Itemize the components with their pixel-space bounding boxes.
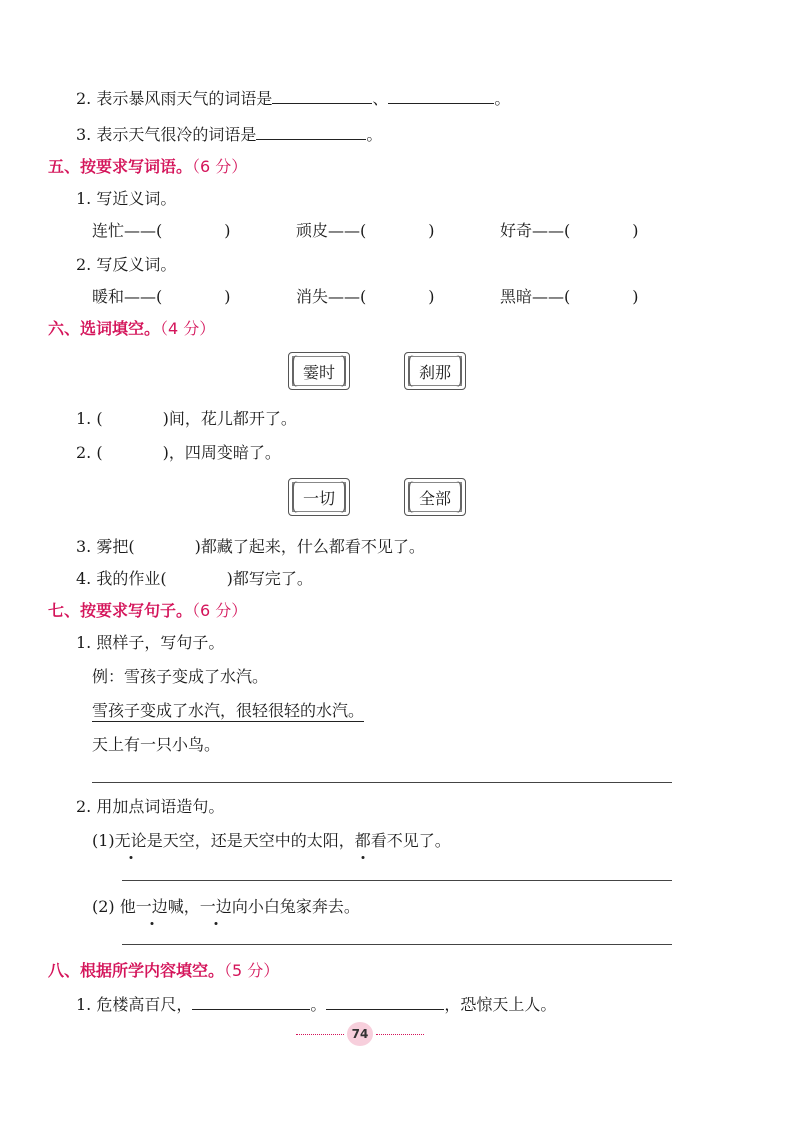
s7-sub1: 1. 照样子，写句子。 [76, 633, 225, 652]
s6-q4: 4. 我的作业( )都写完了。 [76, 569, 313, 588]
s7-example: 例：雪孩子变成了水汽。 [92, 667, 269, 686]
answer-blank[interactable] [272, 89, 372, 104]
s7-sentence-1: (1)无论是天空，还是天空中的太阳，都看不见了。 [92, 831, 451, 850]
s7-sub2: 2. 用加点词语造句。 [76, 797, 225, 816]
section-8-heading: 八、根据所学内容填空。（5 分） [48, 961, 280, 980]
q4-item2: 2. 表示暴风雨天气的词语是 、 。 [76, 89, 511, 108]
dotted-word: 一边 [135, 897, 168, 916]
section-6-heading: 六、选词填空。（4 分） [48, 319, 216, 338]
answer-blank[interactable] [388, 89, 494, 104]
dotted-word: 一边 [199, 897, 232, 916]
answer-blank[interactable] [256, 125, 366, 140]
answer-line[interactable] [122, 880, 672, 881]
dotted-word: 都 [354, 831, 371, 850]
section-7-heading: 七、按要求写句子。（6 分） [48, 601, 248, 620]
page-footer [296, 1022, 426, 1048]
answer-blank[interactable] [326, 995, 444, 1010]
page-number: 74 [347, 1022, 373, 1046]
dotted-word: 无论 [114, 831, 147, 850]
s7-example-answer: 雪孩子变成了水汽，很轻很轻的水汽。 [92, 701, 365, 720]
word-box-2: 刹那 [404, 352, 466, 390]
word-box-1: 霎时 [288, 352, 350, 390]
answer-line[interactable] [122, 944, 672, 945]
s6-q2: 2. ( )，四周变暗了。 [76, 443, 281, 462]
s8-q1: 1. 危楼高百尺， 。 ，恐惊天上人。 [76, 995, 557, 1014]
s6-q1: 1. ( )间，花儿都开了。 [76, 409, 297, 428]
answer-blank[interactable] [192, 995, 310, 1010]
q4-item3: 3. 表示天气很冷的词语是 。 [76, 125, 383, 144]
s7-sentence-2: (2) 他一边喊，一边向小白兔家奔去。 [92, 897, 360, 916]
word-box-3: 一切 [288, 478, 350, 516]
s5-sub1: 1. 写近义词。 [76, 189, 177, 208]
s6-q3: 3. 雾把( )都藏了起来，什么都看不见了。 [76, 537, 425, 556]
section-5-heading: 五、按要求写词语。（6 分） [48, 157, 248, 176]
s5-sub2: 2. 写反义词。 [76, 255, 177, 274]
word-box-4: 全部 [404, 478, 466, 516]
answer-line[interactable] [92, 782, 672, 783]
s7-prompt: 天上有一只小鸟。 [92, 735, 221, 754]
